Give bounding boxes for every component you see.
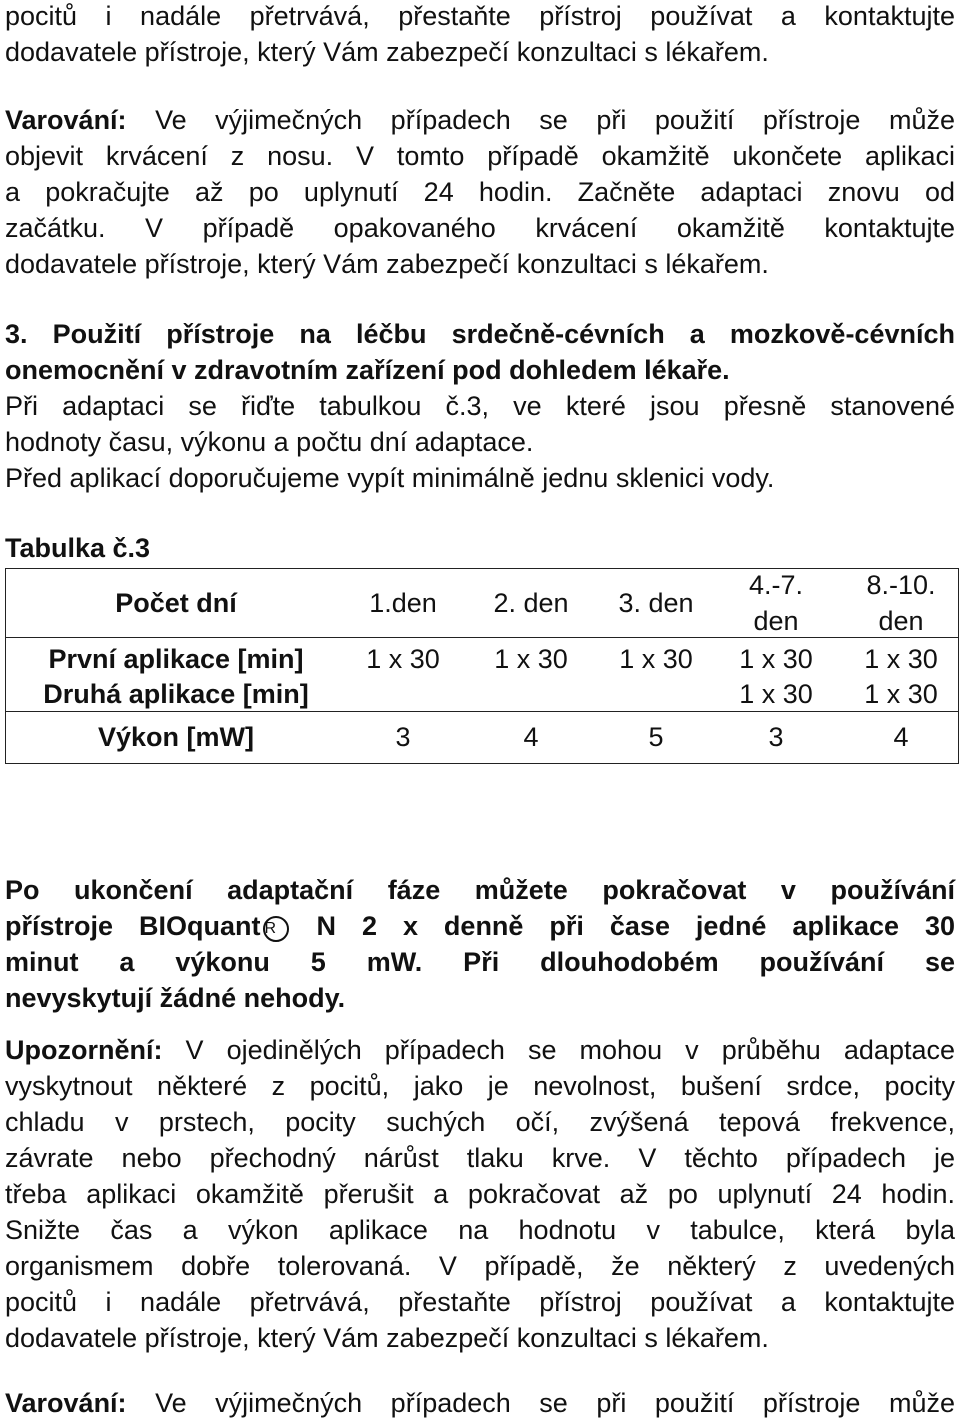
table-cell: 5 (648, 722, 664, 752)
warning-text: Ve výjimečných případech se při použití přístroje může (126, 105, 955, 135)
table-row-label: Druhá aplikace [min] (43, 679, 309, 709)
text-line: pocitů i nadále přetrvává, přestaňte přístroj používat a kontaktujte (5, 1287, 955, 1317)
table-cell: 1 x 30 (739, 644, 813, 674)
table-title: Tabulka č.3 (5, 533, 151, 563)
table-cell: 3. den (618, 588, 694, 618)
text-line: objevit krvácení z nosu. V tomto případě okamžitě ukončete aplikaci (5, 141, 955, 171)
text-line: závrate nebo přechodný nárůst tlaku krve. V těchto případech je (5, 1143, 955, 1173)
warning-label: Varování: (5, 1388, 127, 1418)
text-line: minut a výkonu 5 mW. Při dlouhodobém používání se (5, 947, 955, 977)
warning-paragraph (5, 1385, 955, 1421)
table-cell: 1 x 30 (619, 644, 693, 674)
warning-text: Ve výjimečných případech se při použití přístroje může (126, 1388, 955, 1418)
text-segment: přístroje BIOquant (5, 911, 261, 941)
table-cell: 4 (523, 722, 539, 752)
text-line (5, 102, 955, 138)
text-line: Snižte čas a výkon aplikace na hodnotu v tabulce, která byla (5, 1215, 955, 1245)
warning-label: Varování: (5, 105, 127, 135)
text-segment: N 2 x denně při čase jedné aplikace 30 (290, 911, 956, 941)
section-heading: 3. Použití přístroje na léčbu srdečně-cévních a mozkově-cévních (5, 319, 955, 349)
text-line: vyskytnout některé z pocitů, jako je nevolnost, bušení srdce, pocity (5, 1071, 955, 1101)
table-cell: 4 (893, 722, 909, 752)
table-cell: 3 (768, 722, 784, 752)
text-line: chladu v prstech, pocity suchých očí, zvýšená tepová frekvence, (5, 1107, 955, 1137)
continuation-paragraph (5, 872, 955, 1016)
text-line: Před aplikací doporučujeme vypít minimálně jednu sklenici vody. (5, 463, 775, 493)
text-line: Při adaptaci se řiďte tabulkou č.3, ve které jsou přesně stanovené (5, 391, 955, 421)
text-line: Po ukončení adaptační fáze můžete pokračovat v používání (5, 875, 955, 905)
adaptation-table (5, 568, 959, 764)
warning-paragraph (5, 102, 955, 282)
table-cell: 1 x 30 (366, 644, 440, 674)
table-cell: 1 x 30 (494, 644, 568, 674)
table-row-label: První aplikace [min] (48, 644, 304, 674)
text-line: začátku. V případě opakovaného krvácení okamžitě kontaktujte (5, 213, 955, 243)
text-line: třeba aplikaci okamžitě přerušit a pokračovat až po uplynutí 24 hodin. (5, 1179, 955, 1209)
notice-paragraph (5, 1032, 955, 1356)
table-cell: den (878, 606, 924, 636)
text-line (5, 1032, 955, 1068)
table-cell: 1 x 30 (739, 679, 813, 709)
intro-paragraph (5, 0, 955, 70)
text-line: organismem dobře tolerovaná. V případě, že některý z uvedených (5, 1251, 955, 1281)
table-cell: den (753, 606, 799, 636)
section-heading: onemocnění v zdravotním zařízení pod dohledem lékaře. (5, 355, 730, 385)
text-line: dodavatele přístroje, který Vám zabezpečí konzultaci s lékařem. (5, 1323, 769, 1353)
text-line (5, 908, 955, 944)
table-cell: 2. den (493, 588, 569, 618)
table-cell: 1 x 30 (864, 679, 938, 709)
table-row-label: Výkon [mW] (97, 722, 254, 752)
table-cell: 1 x 30 (864, 644, 938, 674)
text-line: dodavatele přístroje, který Vám zabezpečí konzultaci s lékařem. (5, 37, 769, 67)
text-line (5, 1385, 955, 1421)
notice-text: V ojedinělých případech se mohou v průběhu adaptace (162, 1035, 955, 1065)
table-cell: 8.-10. (866, 570, 936, 600)
table-cell: 1.den (369, 588, 437, 618)
registered-trademark-icon: R (263, 916, 289, 942)
text-line: a pokračujte až po uplynutí 24 hodin. Začněte adaptaci znovu od (5, 177, 955, 207)
text-line: nevyskytují žádné nehody. (5, 983, 346, 1013)
table-cell: 3 (395, 722, 411, 752)
text-line: dodavatele přístroje, který Vám zabezpečí konzultaci s lékařem. (5, 249, 769, 279)
table-row-label: Počet dní (115, 588, 237, 618)
text-line: pocitů i nadále přetrvává, přestaňte přístroj používat a kontaktujte (5, 1, 955, 31)
notice-label: Upozornění: (5, 1035, 163, 1065)
section-3 (5, 316, 955, 496)
table-cell: 4.-7. (748, 570, 804, 600)
text-line: hodnoty času, výkonu a počtu dní adaptace. (5, 427, 534, 457)
